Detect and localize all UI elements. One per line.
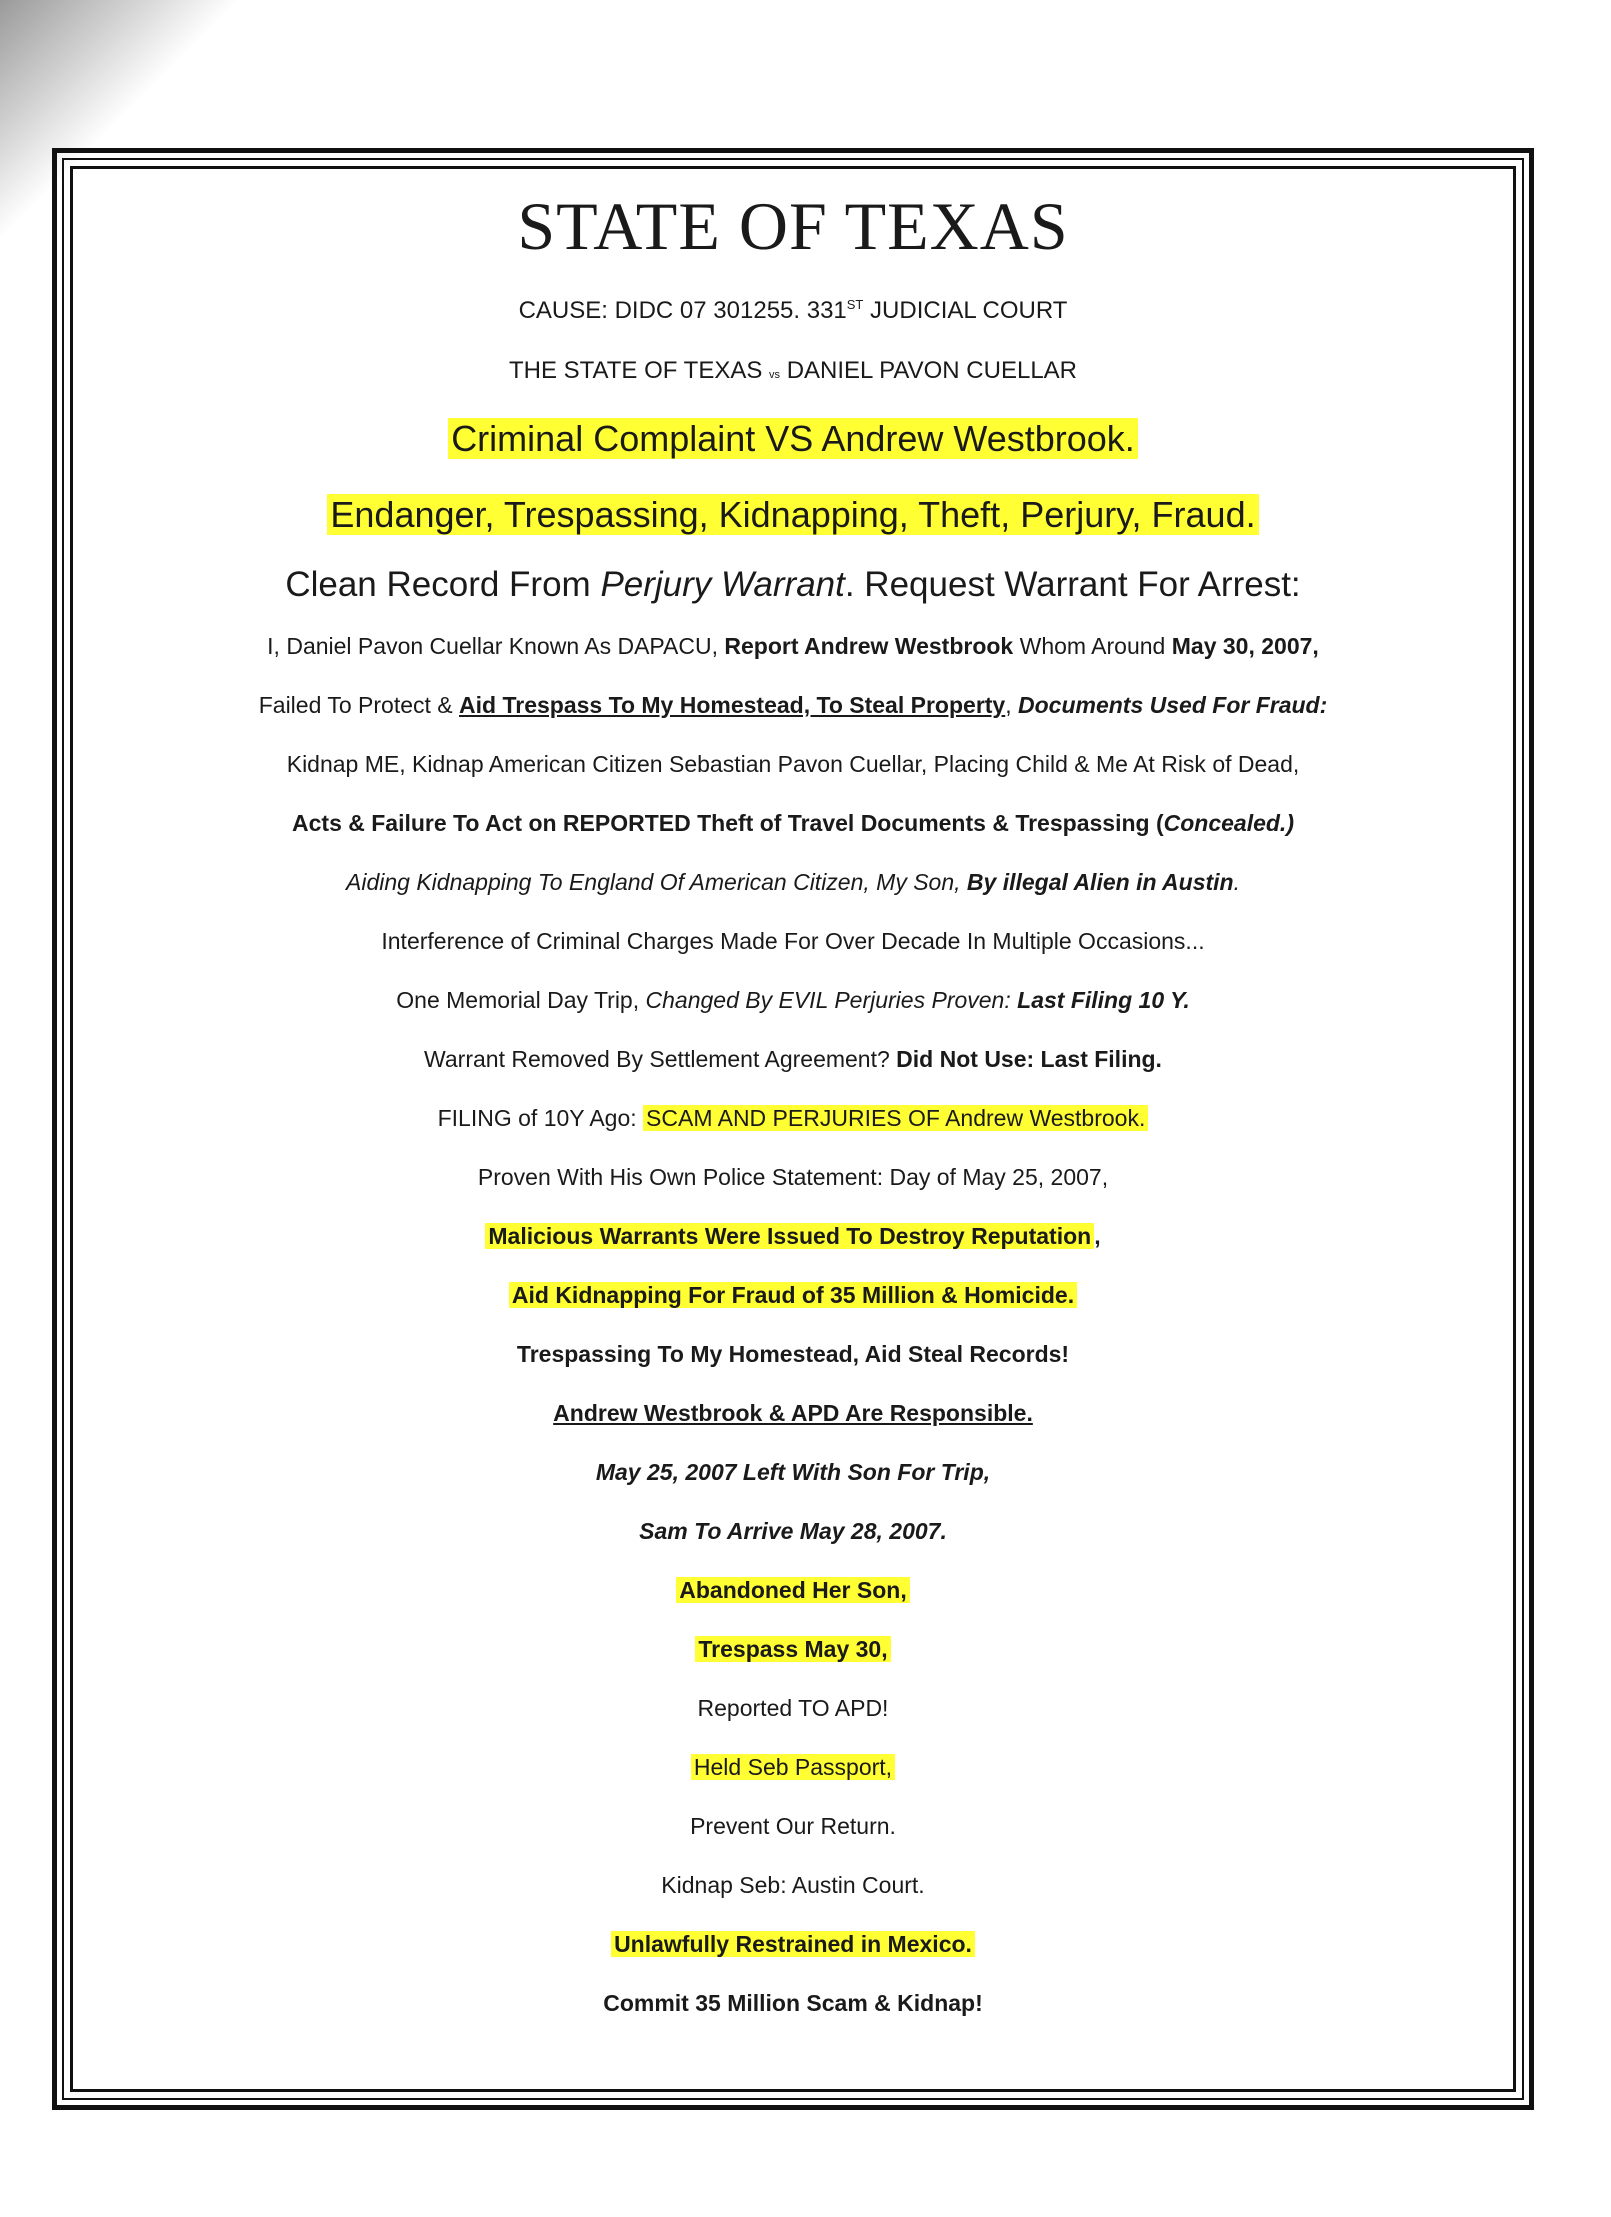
paragraph-4 bbox=[110, 806, 1476, 840]
paragraph-8 bbox=[110, 1042, 1476, 1076]
p13-text: Trespassing To My Homestead, Aid Steal Records! bbox=[516, 1341, 1070, 1367]
p1-b: Report Andrew Westbrook bbox=[724, 633, 1014, 659]
p8-b: Did Not Use: Last Filing. bbox=[896, 1046, 1162, 1072]
request-heading-c: . Request Warrant For Arrest: bbox=[844, 565, 1301, 604]
paragraph-22: Kidnap Seb: Austin Court. bbox=[661, 1872, 925, 1898]
p20-text: Held Seb Passport, bbox=[691, 1754, 895, 1780]
p17-text: Abandoned Her Son, bbox=[676, 1577, 909, 1603]
document-body bbox=[110, 185, 1476, 2045]
p7-c: Last Filing 10 Y. bbox=[1017, 987, 1190, 1013]
p2-b: Aid Trespass To My Homestead, To Steal Property bbox=[459, 692, 1006, 718]
p4-b: Concealed.) bbox=[1163, 810, 1294, 836]
complaint-heading-text: Criminal Complaint VS Andrew Westbrook. bbox=[448, 418, 1138, 459]
p15-text: May 25, 2007 Left With Son For Trip, bbox=[595, 1459, 991, 1485]
p9-a: FILING of 10Y Ago: bbox=[437, 1105, 644, 1131]
paragraph-10: Proven With His Own Police Statement: Day of May 25, 2007, bbox=[477, 1164, 1109, 1190]
paragraph-2 bbox=[110, 688, 1476, 722]
paragraph-14 bbox=[110, 1396, 1476, 1430]
charges-heading bbox=[110, 491, 1476, 539]
p2-a: Failed To Protect & bbox=[258, 692, 460, 718]
request-heading-b: Perjury Warrant bbox=[600, 565, 845, 604]
paragraph-9 bbox=[110, 1101, 1476, 1135]
charges-heading-text: Endanger, Trespassing, Kidnapping, Theft, Perjury, Fraud. bbox=[327, 494, 1258, 535]
p12-text: Aid Kidnapping For Fraud of 35 Million & Homicide. bbox=[509, 1282, 1077, 1308]
paragraph-3: Kidnap ME, Kidnap American Citizen Sebastian Pavon Cuellar, Placing Child & Me At Risk of Dead, bbox=[286, 751, 1300, 777]
request-heading-a: Clean Record From bbox=[285, 565, 601, 604]
p5-b: By illegal Alien in Austin bbox=[966, 869, 1234, 895]
p24-text: Commit 35 Million Scam & Kidnap! bbox=[603, 1990, 983, 2016]
p1-d: May 30, 2007, bbox=[1171, 633, 1319, 659]
p5-a: Aiding Kidnapping To England Of American Citizen, My Son, bbox=[346, 869, 967, 895]
p9-b: SCAM AND PERJURIES OF Andrew Westbrook. bbox=[643, 1105, 1148, 1131]
paragraph-11 bbox=[110, 1219, 1476, 1253]
paragraph-13 bbox=[110, 1337, 1476, 1371]
paragraph-19: Reported TO APD! bbox=[697, 1695, 889, 1721]
party-state: THE STATE OF TEXAS bbox=[508, 357, 770, 384]
paragraph-21: Prevent Our Return. bbox=[690, 1813, 896, 1839]
p2-c: , bbox=[1005, 692, 1018, 718]
paragraph-6: Interference of Criminal Charges Made For Over Decade In Multiple Occasions... bbox=[381, 928, 1205, 954]
paragraph-1 bbox=[110, 629, 1476, 663]
p14-text: Andrew Westbrook & APD Are Responsible. bbox=[553, 1400, 1033, 1426]
cause-superscript: ST bbox=[846, 297, 864, 312]
document-title: STATE OF TEXAS bbox=[517, 188, 1069, 264]
p8-a: Warrant Removed By Settlement Agreement? bbox=[424, 1046, 897, 1072]
complaint-heading bbox=[110, 415, 1476, 463]
p2-d: Documents Used For Fraud: bbox=[1018, 692, 1328, 718]
p23-text: Unlawfully Restrained in Mexico. bbox=[611, 1931, 975, 1957]
paragraph-16 bbox=[110, 1514, 1476, 1548]
p7-b: Changed By EVIL Perjuries Proven: bbox=[645, 987, 1018, 1013]
paragraph-23 bbox=[110, 1927, 1476, 1961]
paragraph-7 bbox=[110, 983, 1476, 1017]
p1-a: I, Daniel Pavon Cuellar Known As DAPACU, bbox=[267, 633, 725, 659]
p1-c: Whom Around bbox=[1013, 633, 1172, 659]
paragraph-24 bbox=[110, 1986, 1476, 2020]
paragraph-12 bbox=[110, 1278, 1476, 1312]
paragraph-5 bbox=[110, 865, 1476, 899]
cause-prefix: CAUSE: DIDC 07 301255. 331 bbox=[518, 297, 847, 324]
p18-text: Trespass May 30, bbox=[695, 1636, 890, 1662]
paragraph-18 bbox=[110, 1632, 1476, 1666]
p11-a: Malicious Warrants Were Issued To Destroy Reputation bbox=[485, 1223, 1094, 1249]
paragraph-15 bbox=[110, 1455, 1476, 1489]
p7-a: One Memorial Day Trip, bbox=[396, 987, 646, 1013]
request-heading bbox=[110, 561, 1476, 609]
cause-suffix: JUDICIAL COURT bbox=[863, 297, 1068, 324]
paragraph-20 bbox=[110, 1750, 1476, 1784]
versus-mark: vs bbox=[769, 369, 781, 381]
p11-b: , bbox=[1094, 1223, 1101, 1249]
paragraph-17 bbox=[110, 1573, 1476, 1607]
p4-a: Acts & Failure To Act on REPORTED Theft of Travel Documents & Trespassing ( bbox=[292, 810, 1164, 836]
parties-line bbox=[110, 353, 1476, 393]
cause-line bbox=[110, 287, 1476, 329]
p16-text: Sam To Arrive May 28, 2007. bbox=[639, 1518, 947, 1544]
p5-c: . bbox=[1233, 869, 1240, 895]
party-defendant: DANIEL PAVON CUELLAR bbox=[780, 357, 1078, 384]
